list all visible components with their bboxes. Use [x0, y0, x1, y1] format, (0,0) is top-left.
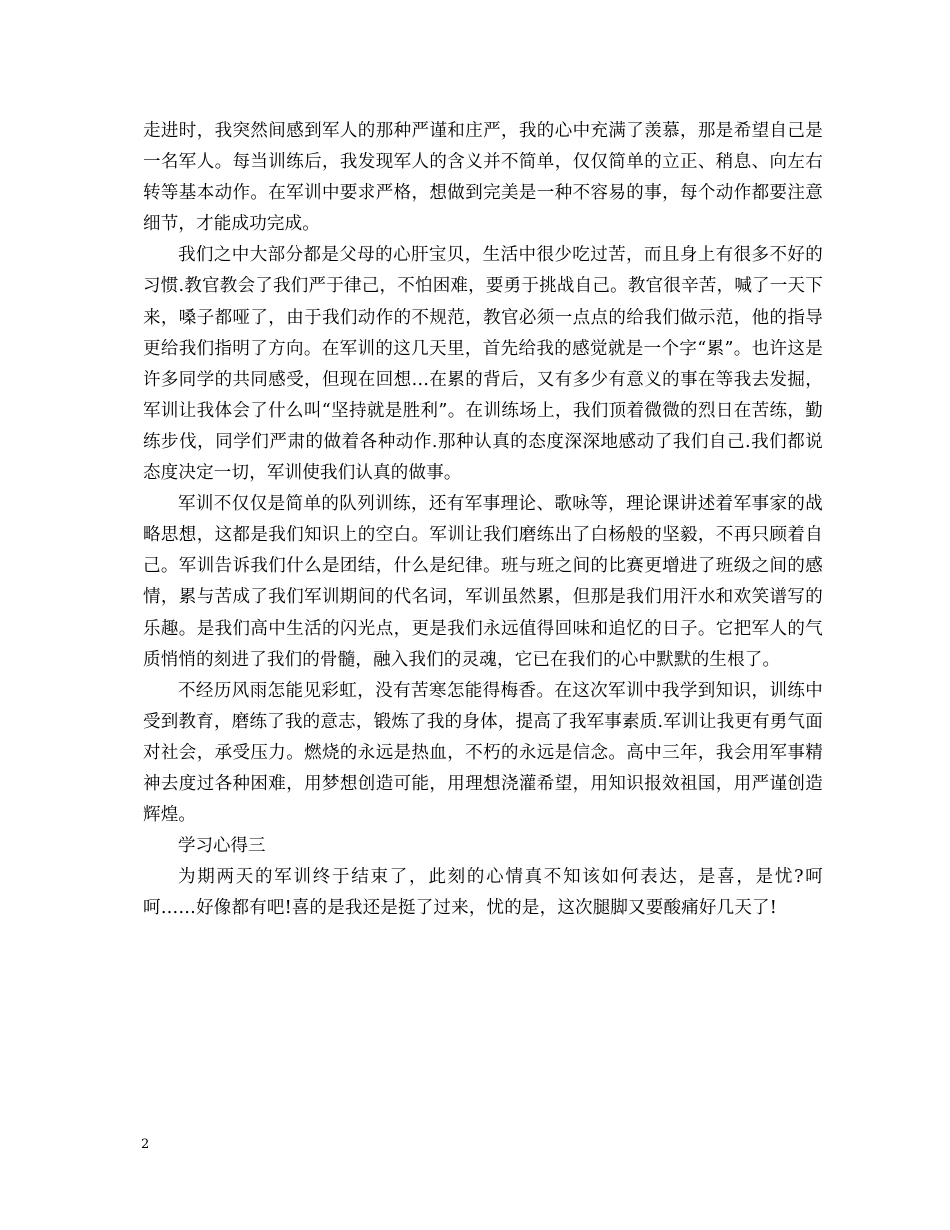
page-number: 2: [141, 1137, 150, 1152]
paragraph-rainbow-after-storm: 不经历风雨怎能见彩虹，没有苦寒怎能得梅香。在这次军训中我学到知识，训练中受到教育，磨练了我的意志，锻炼了我的身体，提高了我军事素质.军训让我更有勇气面对社会，承受压力。燃烧的永远是热血，不朽的永远是信念。高中三年，我会用军事精神去度过各种困难，用梦想创造可能，用理想浇灌希望，用知识报效祖国，用严谨创造辉煌。: [143, 680, 823, 826]
paragraph-military-theory: 军训不仅仅是简单的队列训练，还有军事理论、歌咏等，理论课讲述着军事家的战略思想，这都是我们知识上的空白。军训让我们磨练出了白杨般的坚毅，不再只顾着自己。军训告诉我们什么是团结，什么是纪律。班与班之间的比赛更增进了班级之间的感情，累与苦成了我们军训期间的代名词，军训虽然累，但那是我们用汗水和欢笑谱写的乐趣。是我们高中生活的闪光点，更是我们永远值得回味和追忆的日子。它把军人的气质悄悄的刻进了我们的骨髓，融入我们的灵魂，它已在我们的心中默默的生根了。: [143, 494, 823, 670]
document-body: [143, 116, 823, 924]
section-heading: 学习心得三: [178, 836, 266, 857]
paragraph-parents-and-instructors: 我们之中大部分都是父母的心肝宝贝，生活中很少吃过苦，而且身上有很多不好的习惯.教官教会了我们严于律己，不怕困难，要勇于挑战自己。教官很辛苦，喊了一天下来，嗓子都哑了，由于我们动作的不规范，教官必须一点点的给我们做示范，他的指导更给我们指明了方向。在军训的这几天里，首先给我的感觉就是一个字“累”。也许这是许多同学的共同感受，但现在回想…在累的背后，又有多少有意义的事在等我去发掘，军训让我体会了什么叫“坚持就是胜利”。在训练场上，我们顶着微微的烈日在苦练，勤练步伐，同学们严肃的做着各种动作.那种认真的态度深深地感动了我们自己.我们都说态度决定一切，军训使我们认真的做事。: [143, 245, 823, 484]
paragraph-closing: 为期两天的军训终于结束了，此刻的心情真不知该如何表达，是喜，是忧?呵呵……好像都有吧!喜的是我还是挺了过来，忧的是，这次腿脚又要酸痛好几天了!: [143, 867, 823, 919]
paragraph-continuation: 走进时，我突然间感到军人的那种严谨和庄严，我的心中充满了羡慕，那是希望自己是一名军人。每当训练后，我发现军人的含义并不简单，仅仅简单的立正、稍息、向左右转等基本动作。在军训中要求严格，想做到完美是一种不容易的事，每个动作都要注意细节，才能成功完成。: [143, 121, 823, 235]
